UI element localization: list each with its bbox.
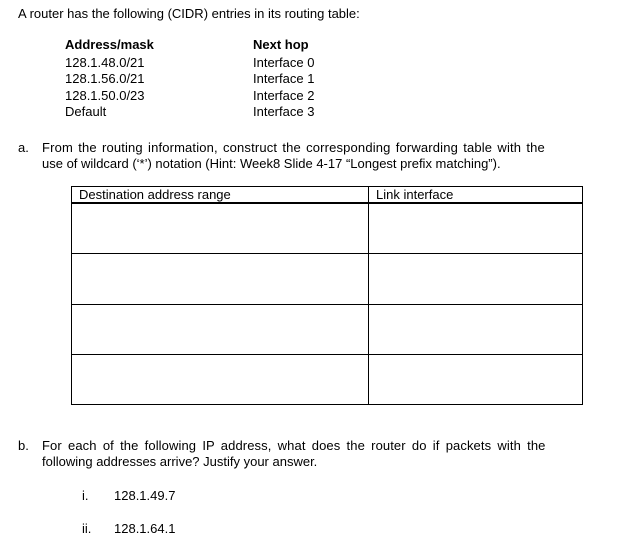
question-a-line-1: From the routing information, construct the corresponding forwarding table with the [42, 140, 545, 155]
routing-row-address: 128.1.48.0/21 [65, 55, 145, 70]
forwarding-cell-range[interactable] [72, 304, 369, 354]
question-a-text [42, 140, 545, 172]
question-b-text [42, 438, 546, 470]
routing-row-next-hop: Interface 0 [253, 55, 315, 70]
routing-header-address: Address/mask [65, 37, 154, 52]
forwarding-cell-link[interactable] [369, 304, 583, 354]
sub-item-number: i. [82, 488, 89, 503]
question-a-marker: a. [18, 140, 29, 155]
routing-header-next-hop: Next hop [253, 37, 309, 52]
forwarding-header-range: Destination address range [72, 187, 369, 204]
routing-row-address: 128.1.56.0/21 [65, 71, 145, 86]
forwarding-table [71, 186, 583, 405]
routing-row-address: Default [65, 104, 107, 119]
intro-text: A router has the following (CIDR) entries in its routing table: [18, 6, 360, 21]
forwarding-table-row [72, 354, 583, 404]
routing-row-address: 128.1.50.0/23 [65, 88, 145, 103]
forwarding-cell-link[interactable] [369, 203, 583, 254]
forwarding-cell-range[interactable] [72, 354, 369, 404]
forwarding-table-row [72, 304, 583, 354]
routing-row-next-hop: Interface 3 [253, 104, 315, 119]
sub-item-address: 128.1.49.7 [114, 488, 176, 503]
forwarding-cell-link[interactable] [369, 254, 583, 304]
routing-row-next-hop: Interface 2 [253, 88, 315, 103]
question-a-line-2: use of wildcard (‘*’) notation (Hint: Week8 Slide 4-17 “Longest prefix matching”). [42, 156, 501, 171]
forwarding-cell-range[interactable] [72, 203, 369, 254]
sub-item-address: 128.1.64.1 [114, 521, 176, 536]
sub-item-number: ii. [82, 521, 92, 536]
question-b-marker: b. [18, 438, 29, 453]
forwarding-table-row [72, 203, 583, 254]
routing-row-next-hop: Interface 1 [253, 71, 315, 86]
question-b-line-2: following addresses arrive? Justify your answer. [42, 454, 318, 469]
question-b-line-1: For each of the following IP address, what does the router do if packets with the [42, 438, 546, 453]
forwarding-table-header-row [72, 187, 583, 204]
forwarding-cell-range[interactable] [72, 254, 369, 304]
forwarding-cell-link[interactable] [369, 354, 583, 404]
forwarding-table-row [72, 254, 583, 304]
forwarding-header-link: Link interface [369, 187, 583, 204]
